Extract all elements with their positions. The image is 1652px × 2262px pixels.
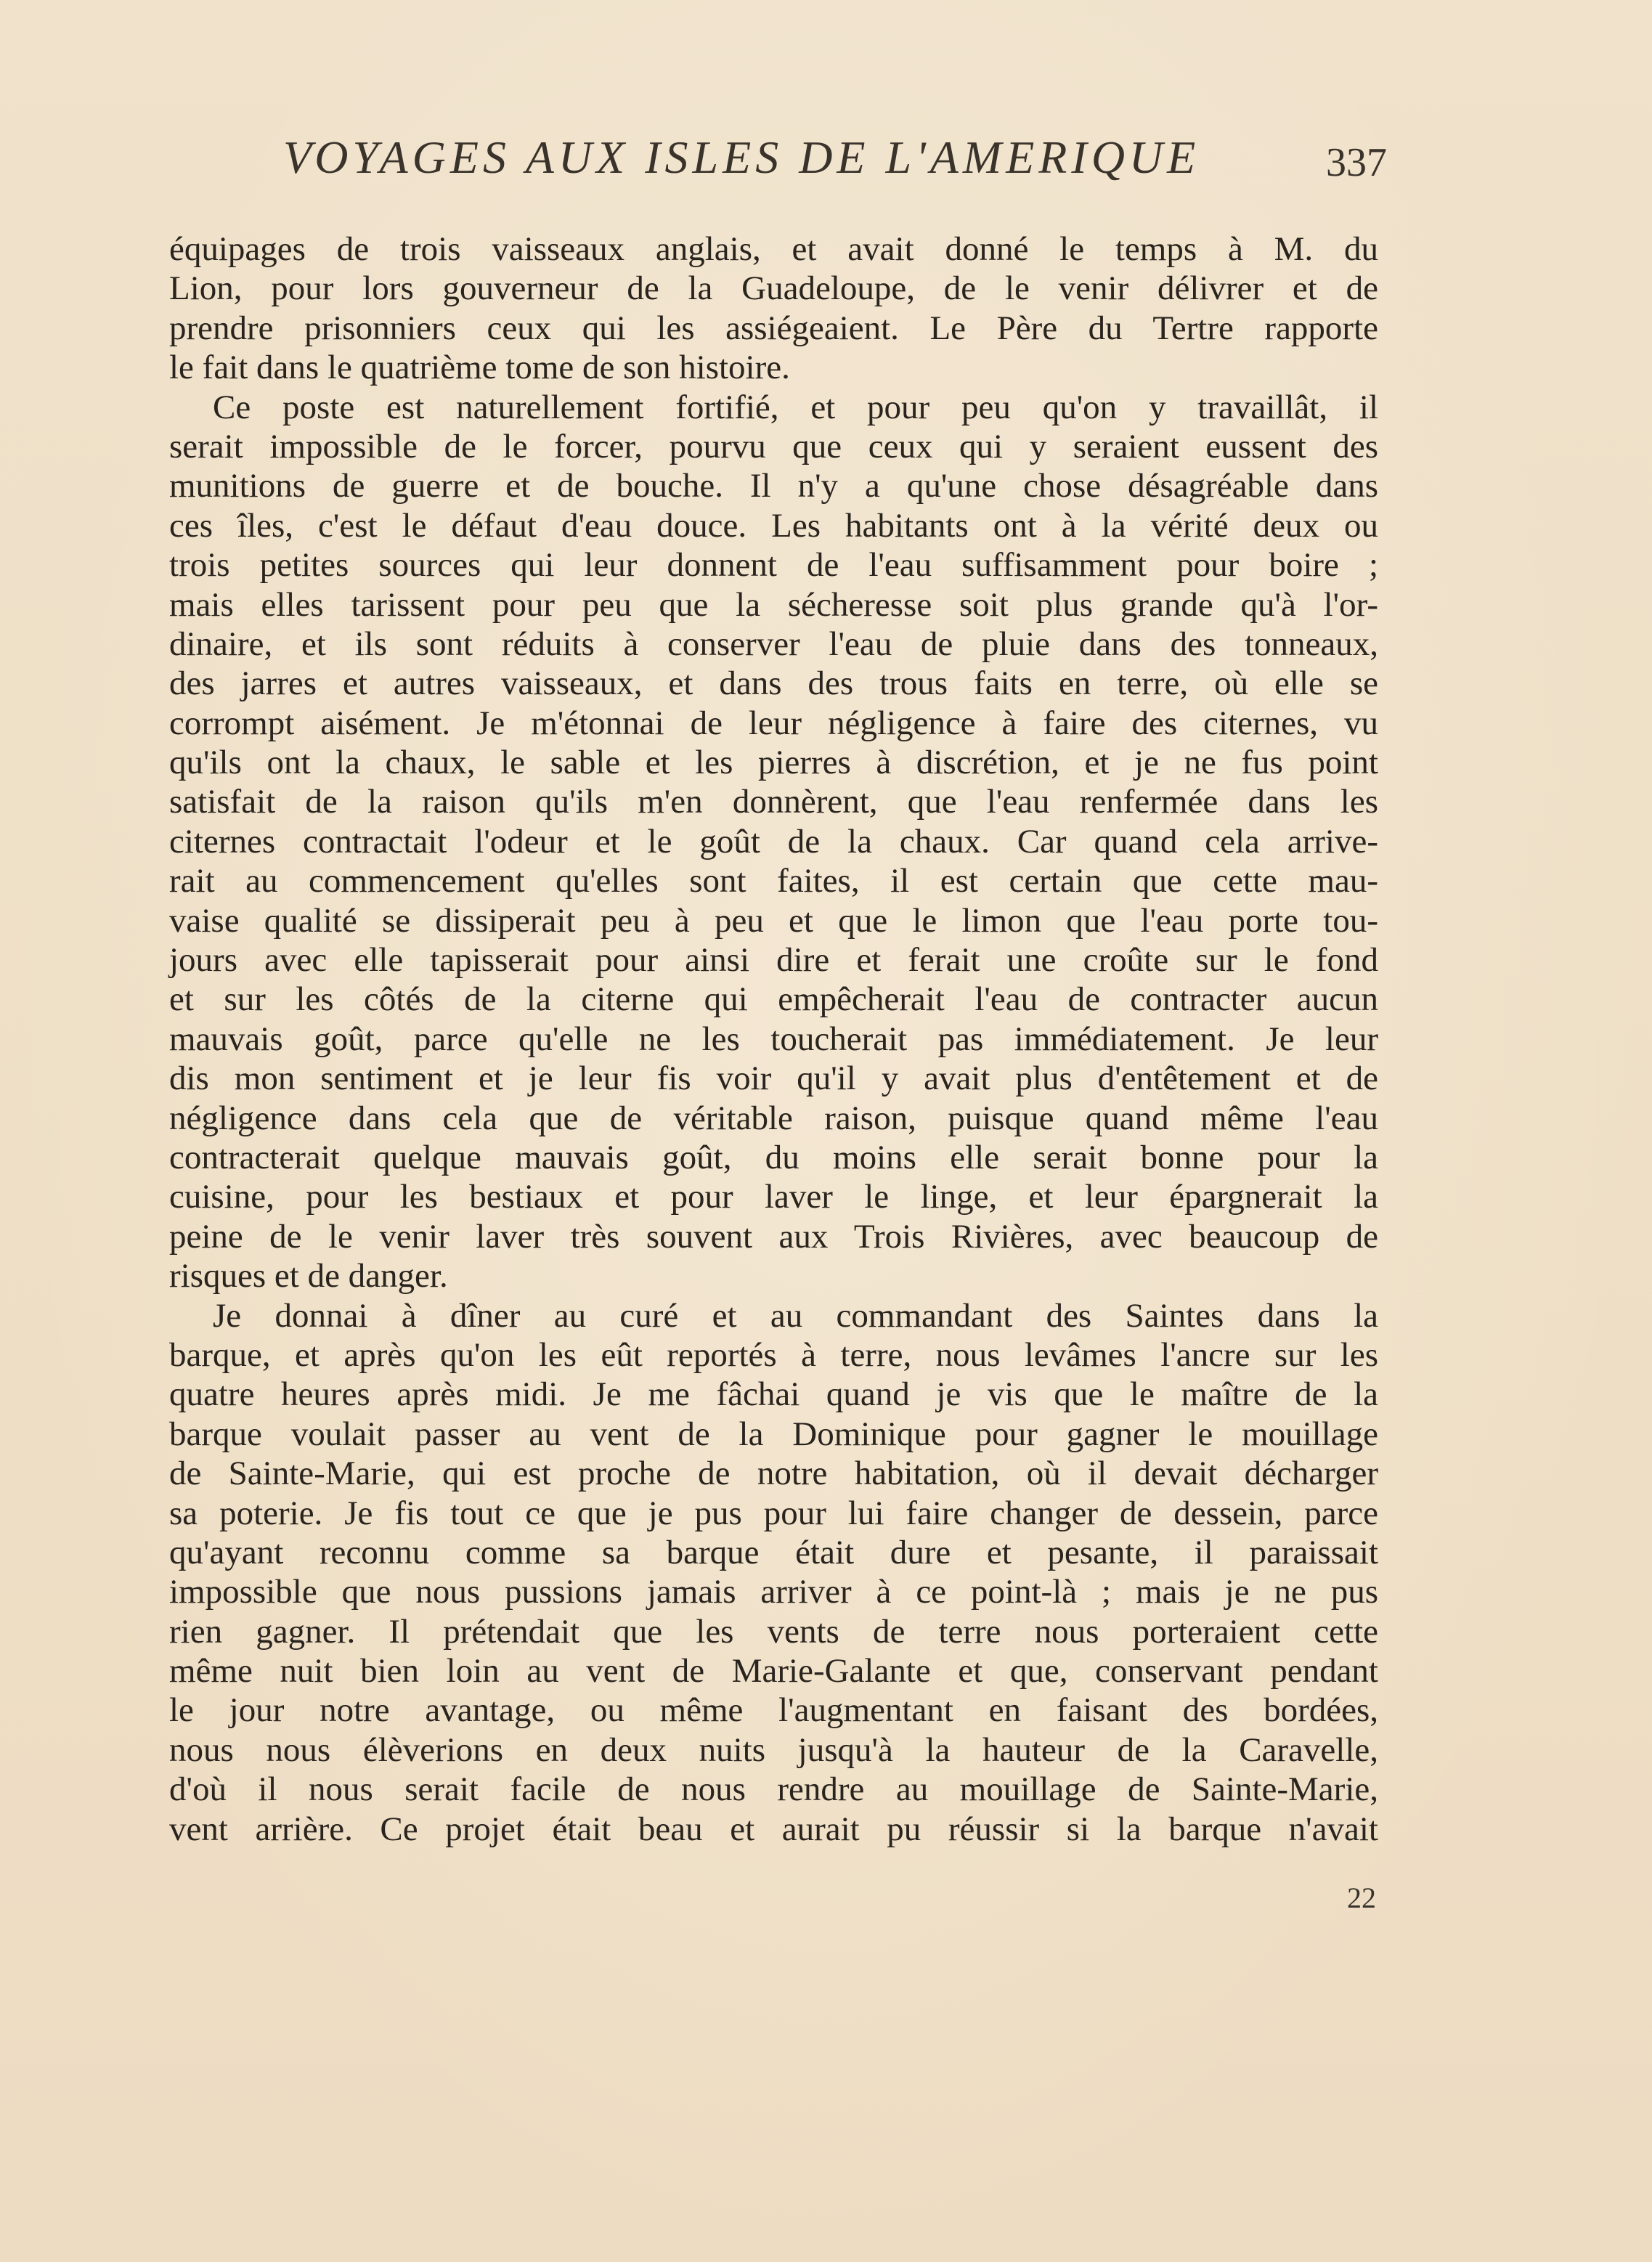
text-line: de Sainte-Marie, qui est proche de notre habitation, où il devait décharger bbox=[169, 1455, 1378, 1493]
text-line: qu'ils ont la chaux, le sable et les pierres à discrétion, et je ne fus point bbox=[169, 744, 1378, 782]
text-line: risques et de danger. bbox=[169, 1257, 448, 1295]
text-line: barque, et après qu'on les eût reportés à terre, nous levâmes l'ancre sur les bbox=[169, 1335, 1378, 1374]
text-line: impossible que nous pussions jamais arriver à ce point-là ; mais je ne pus bbox=[169, 1573, 1378, 1611]
text-line: rien gagner. Il prétendait que les vents de terre nous porteraient cette bbox=[169, 1612, 1378, 1651]
text-line: peine de le venir laver très souvent aux Trois Rivières, avec beaucoup de bbox=[169, 1217, 1378, 1256]
text-line: Lion, pour lors gouverneur de la Guadeloupe, de le venir délivrer et de bbox=[169, 269, 1378, 308]
text-line: dis mon sentiment et je leur fis voir qu'il y avait plus d'entêtement et de bbox=[169, 1059, 1378, 1098]
text-line: dinaire, et ils sont réduits à conserver l'eau de pluie dans des tonneaux, bbox=[169, 625, 1378, 663]
text-line: qu'ayant reconnu comme sa barque était dure et pesante, il paraissait bbox=[169, 1533, 1378, 1571]
text-line: vent arrière. Ce projet était beau et aurait pu réussir si la barque n'avait bbox=[169, 1810, 1378, 1848]
text-line: Ce poste est naturellement fortifié, et pour peu qu'on y travaillât, il bbox=[213, 388, 1378, 426]
text-line: même nuit bien loin au vent de Marie-Galante et que, conservant pendant bbox=[169, 1652, 1378, 1691]
text-line: ces îles, c'est le défaut d'eau douce. Les habitants ont à la vérité deux ou bbox=[169, 506, 1378, 545]
text-line: prendre prisonniers ceux qui les assiégeaient. Le Père du Tertre rapporte bbox=[169, 309, 1378, 347]
text-line: le fait dans le quatrième tome de son histoire. bbox=[169, 349, 790, 387]
page-number: 337 bbox=[1326, 140, 1387, 185]
text-line: jours avec elle tapisserait pour ainsi dire et ferait une croûte sur le fond bbox=[169, 941, 1378, 980]
text-line: négligence dans cela que de véritable raison, puisque quand même l'eau bbox=[169, 1099, 1378, 1137]
running-head bbox=[283, 131, 1387, 203]
text-line: des jarres et autres vaisseaux, et dans des trous faits en terre, où elle se bbox=[169, 664, 1378, 703]
running-title: VOYAGES AUX ISLES DE L'AMERIQUE bbox=[283, 131, 1200, 183]
text-line: quatre heures après midi. Je me fâchai quand je vis que le maître de la bbox=[169, 1375, 1378, 1414]
text-line: sa poterie. Je fis tout ce que je pus pour lui faire changer de dessein, parce bbox=[169, 1494, 1378, 1532]
text-line: Je donnai à dîner au curé et au commandant des Saintes dans la bbox=[213, 1296, 1378, 1335]
text-line: satisfait de la raison qu'ils m'en donnèrent, que l'eau renfermée dans les bbox=[169, 783, 1378, 821]
text-line: d'où il nous serait facile de nous rendre au mouillage de Sainte-Marie, bbox=[169, 1770, 1378, 1809]
text-line: trois petites sources qui leur donnent de l'eau suffisamment pour boire ; bbox=[169, 546, 1378, 585]
text-line: mauvais goût, parce qu'elle ne les toucherait pas immédiatement. Je leur bbox=[169, 1020, 1378, 1058]
text-line: barque voulait passer au vent de la Dominique pour gagner le mouillage bbox=[169, 1415, 1378, 1453]
text-line: et sur les côtés de la citerne qui empêcherait l'eau de contracter aucun bbox=[169, 980, 1378, 1019]
text-line: nous nous élèverions en deux nuits jusqu'à la hauteur de la Caravelle, bbox=[169, 1730, 1378, 1769]
text-line: serait impossible de le forcer, pourvu que ceux qui y seraient eussent des bbox=[169, 427, 1378, 465]
text-line: mais elles tarissent pour peu que la sécheresse soit plus grande qu'à l'or- bbox=[169, 585, 1378, 624]
text-line: cuisine, pour les bestiaux et pour laver le linge, et leur épargnerait la bbox=[169, 1178, 1378, 1216]
text-line: rait au commencement qu'elles sont faites, il est certain que cette mau- bbox=[169, 862, 1378, 900]
text-line: munitions de guerre et de bouche. Il n'y a qu'une chose désagréable dans bbox=[169, 467, 1378, 505]
text-line: corrompt aisément. Je m'étonnai de leur négligence à faire des citernes, vu bbox=[169, 704, 1378, 742]
text-line: citernes contractait l'odeur et le goût de la chaux. Car quand cela arrive- bbox=[169, 822, 1378, 861]
text-line: contracterait quelque mauvais goût, du moins elle serait bonne pour la bbox=[169, 1138, 1378, 1176]
text-line: vaise qualité se dissiperait peu à peu et que le limon que l'eau porte tou- bbox=[169, 901, 1378, 940]
text-line: le jour notre avantage, ou même l'augmentant en faisant des bordées, bbox=[169, 1691, 1378, 1730]
text-line: équipages de trois vaisseaux anglais, et avait donné le temps à M. du bbox=[169, 230, 1378, 268]
body-text bbox=[169, 229, 1378, 1849]
signature-mark: 22 bbox=[1347, 1881, 1376, 1914]
